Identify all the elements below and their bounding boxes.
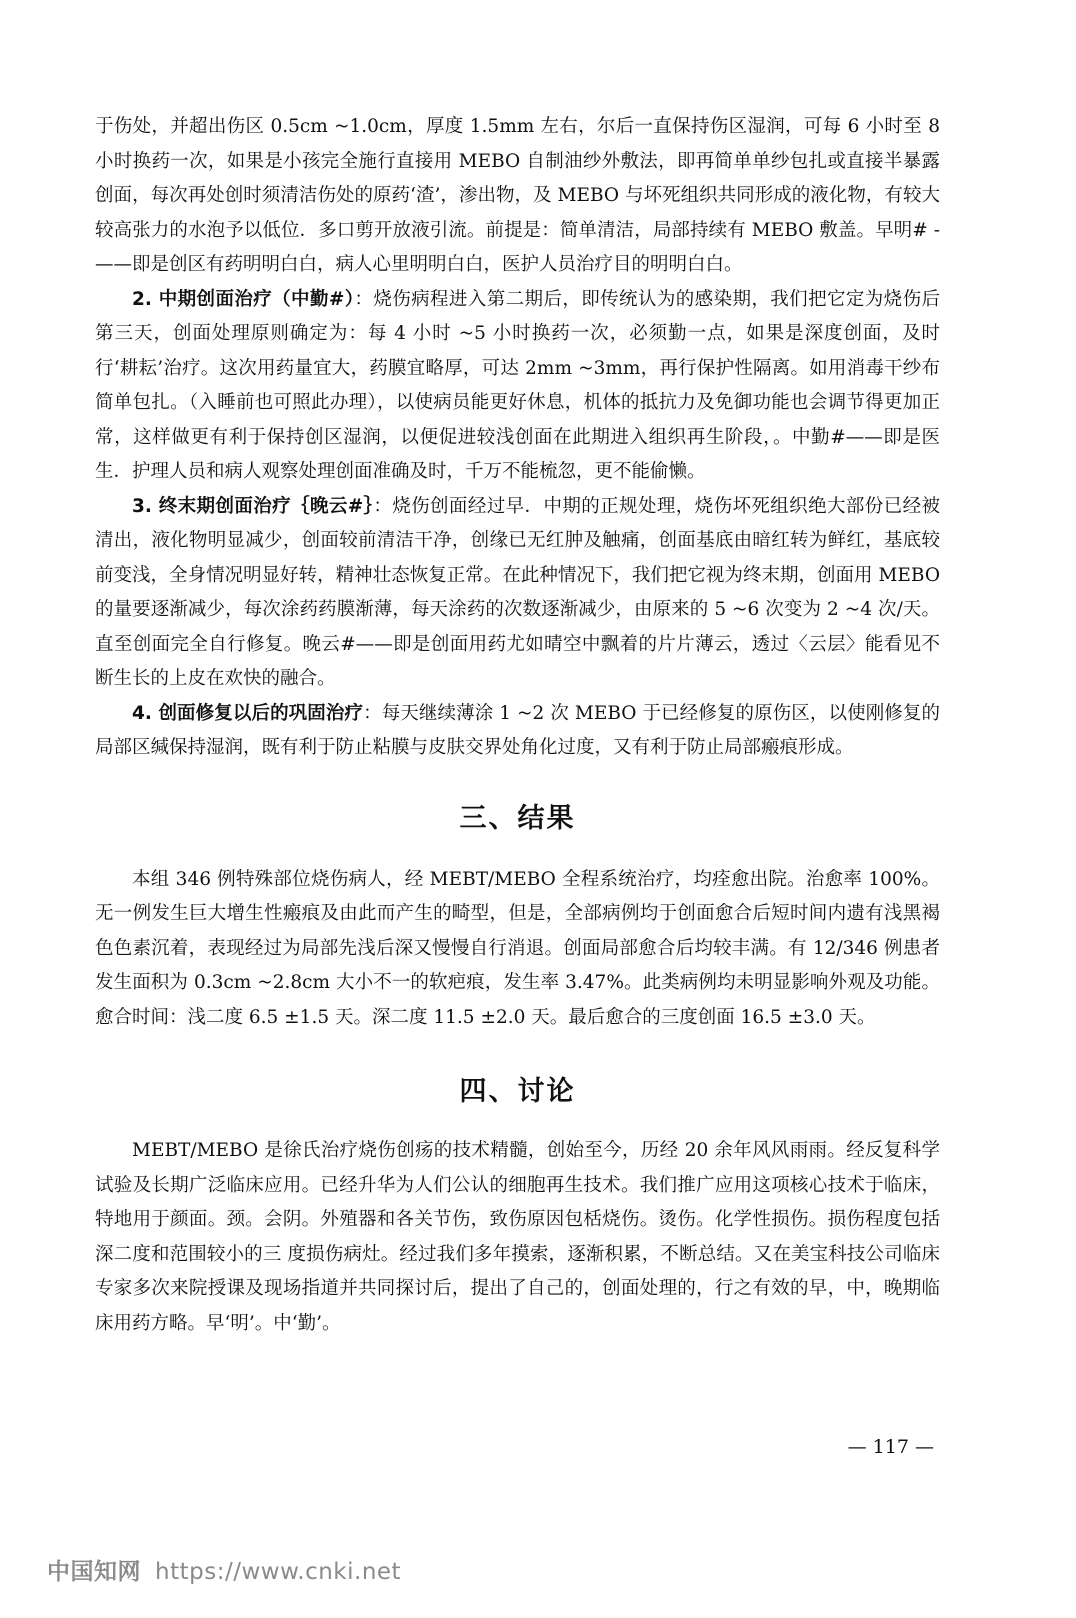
section-heading-results: 三、结果	[459, 802, 576, 834]
item-text: ：烧伤病程进入第二期后，即传统认为的感染期，我们把它定为烧伤后第三天，创面处理原则确定为：每 4 小时 ~5 小时换药一次，必须勤一点，如果是深度创面，及时行‘耕耘’治疗。这次用药量宜大，药膜宜略厚，可达 2mm ~3mm，再行保护性隔离。如用消毒干纱布简单包扎。（入睡前也可照此办理），以使病员能更好休息，机体的抵抗力及免御功能也会调节得更加正常，这样做更有利于保持创区湿润，以便促进较浅创面在此期进入组织再生阶段，。中勤#——即是医生．护理人员和病人观察处理创面准确及时，千万不能梳忽，更不能偷懒。	[95, 288, 940, 482]
item-label: 4. 创面修复以后的巩固治疗	[132, 702, 364, 724]
item-text: ：每天继续薄涂 1 ~2 次 MEBO 于已经修复的原伤区，以使刚修复的局部区缄保持湿润，既有利于防止粘膜与皮肤交界处角化过度，又有利于防止局部瘢痕形成。	[95, 702, 941, 758]
item-label: 3. 终末期创面治疗｛晚云#｝	[132, 495, 374, 517]
item-consolidation	[95, 697, 940, 766]
item-final-stage	[95, 490, 940, 697]
watermark-footer	[47, 1553, 401, 1586]
document-page	[95, 110, 940, 1341]
section-heading-discussion: 四、讨论	[459, 1076, 576, 1107]
item-mid-stage	[95, 283, 940, 490]
page-number: — 117 —	[847, 1436, 934, 1458]
results-paragraph: 本组 346 例特殊部位烧伤病人，经 MEBT/MEBO 全程系统治疗，均痊愈出院。治愈率 100%。无一例发生巨大增生性瘢痕及由此而产生的畸型，但是，全部病例均于创面愈合后短时间内遗有浅黑褐色色素沉着，表现经过为局部先浅后深又慢慢自行消退。创面局部愈合后均较丰满。有 12/346 例患者发生面积为 0.3cm ~2.8cm 大小不一的软疤痕，发生率 3.47%。此类病例均未明显影响外观及功能。愈合时间：浅二度 6.5 ±1.5 天。深二度 11.5 ±2.0 天。最后愈合的三度创面 16.5 ±3.0 天。	[95, 868, 940, 1028]
discussion-paragraph: MEBT/MEBO 是徐氏治疗烧伤创疡的技术精髓，创始至今，历经 20 余年风风雨雨。经反复科学试验及长期广泛临床应用。已经升华为人们公认的细胞再生技术。我们推广应用这项核心技术于临床，特地用于颜面。颈。会阴。外殖器和各关节伤，致伤原因包栝烧伤。烫伤。化学性损伤。损伤程度包括深二度和范围较小的三 度损伤病灶。经过我们多年摸索，逐渐积累，不断总结。又在美宝科技公司临床专家多次来院授课及现场指道并共同探讨后，提出了自己的，创面处理的，行之有效的早，中，晚期临床用药方略。早‘明’。中‘勤’。	[95, 1140, 940, 1334]
item-text: ：烧伤创面经过早．中期的正规处理，烧伤坏死组织绝大部份已经被清出，液化物明显减少，创面较前清洁干净，创缘已无红肿及触痛，创面基底由暗红转为鲜红，基底较前变浅，全身情况明显好转，精神壮态恢复正常。在此种情况下，我们把它视为终末期，创面用 MEBO 的量要逐渐减少，每次涂药药膜渐薄，每天涂药的次数逐渐减少，由原来的 5 ~6 次变为 2 ~4 次/天。直至创面完全自行修复。晚云#——即是创面用药尤如晴空中飘着的片片薄云，透过〈云层〉能看见不断生长的上皮在欢快的融合。	[95, 495, 940, 689]
paragraph-continuation: 于伤处，并超出伤区 0.5cm ~1.0cm，厚度 1.5mm 左右，尔后一直保持伤区湿润，可每 6 小时至 8 小时换药一次，如果是小孩完全施行直接用 MEBO 自制油纱外敷法，即再简单单纱包扎或直接半暴露创面，每次再处创时须清洁伤处的原药‘渣’，渗出物，及 MEBO 与坏死组织共同形成的液化物，有较大较高张力的水泡予以低位．多口剪开放液引流。前提是：简单清洁，局部持续有 MEBO 敷盖。早明# -——即是创区有药明明白白，病人心里明明白白，医护人员治疗目的明明白白。	[95, 116, 940, 275]
cnki-logo: 中国知网	[47, 1559, 141, 1585]
item-label: 2. 中期创面治疗（中勤#）	[132, 288, 355, 310]
cnki-url: https://www.cnki.net	[155, 1559, 402, 1585]
